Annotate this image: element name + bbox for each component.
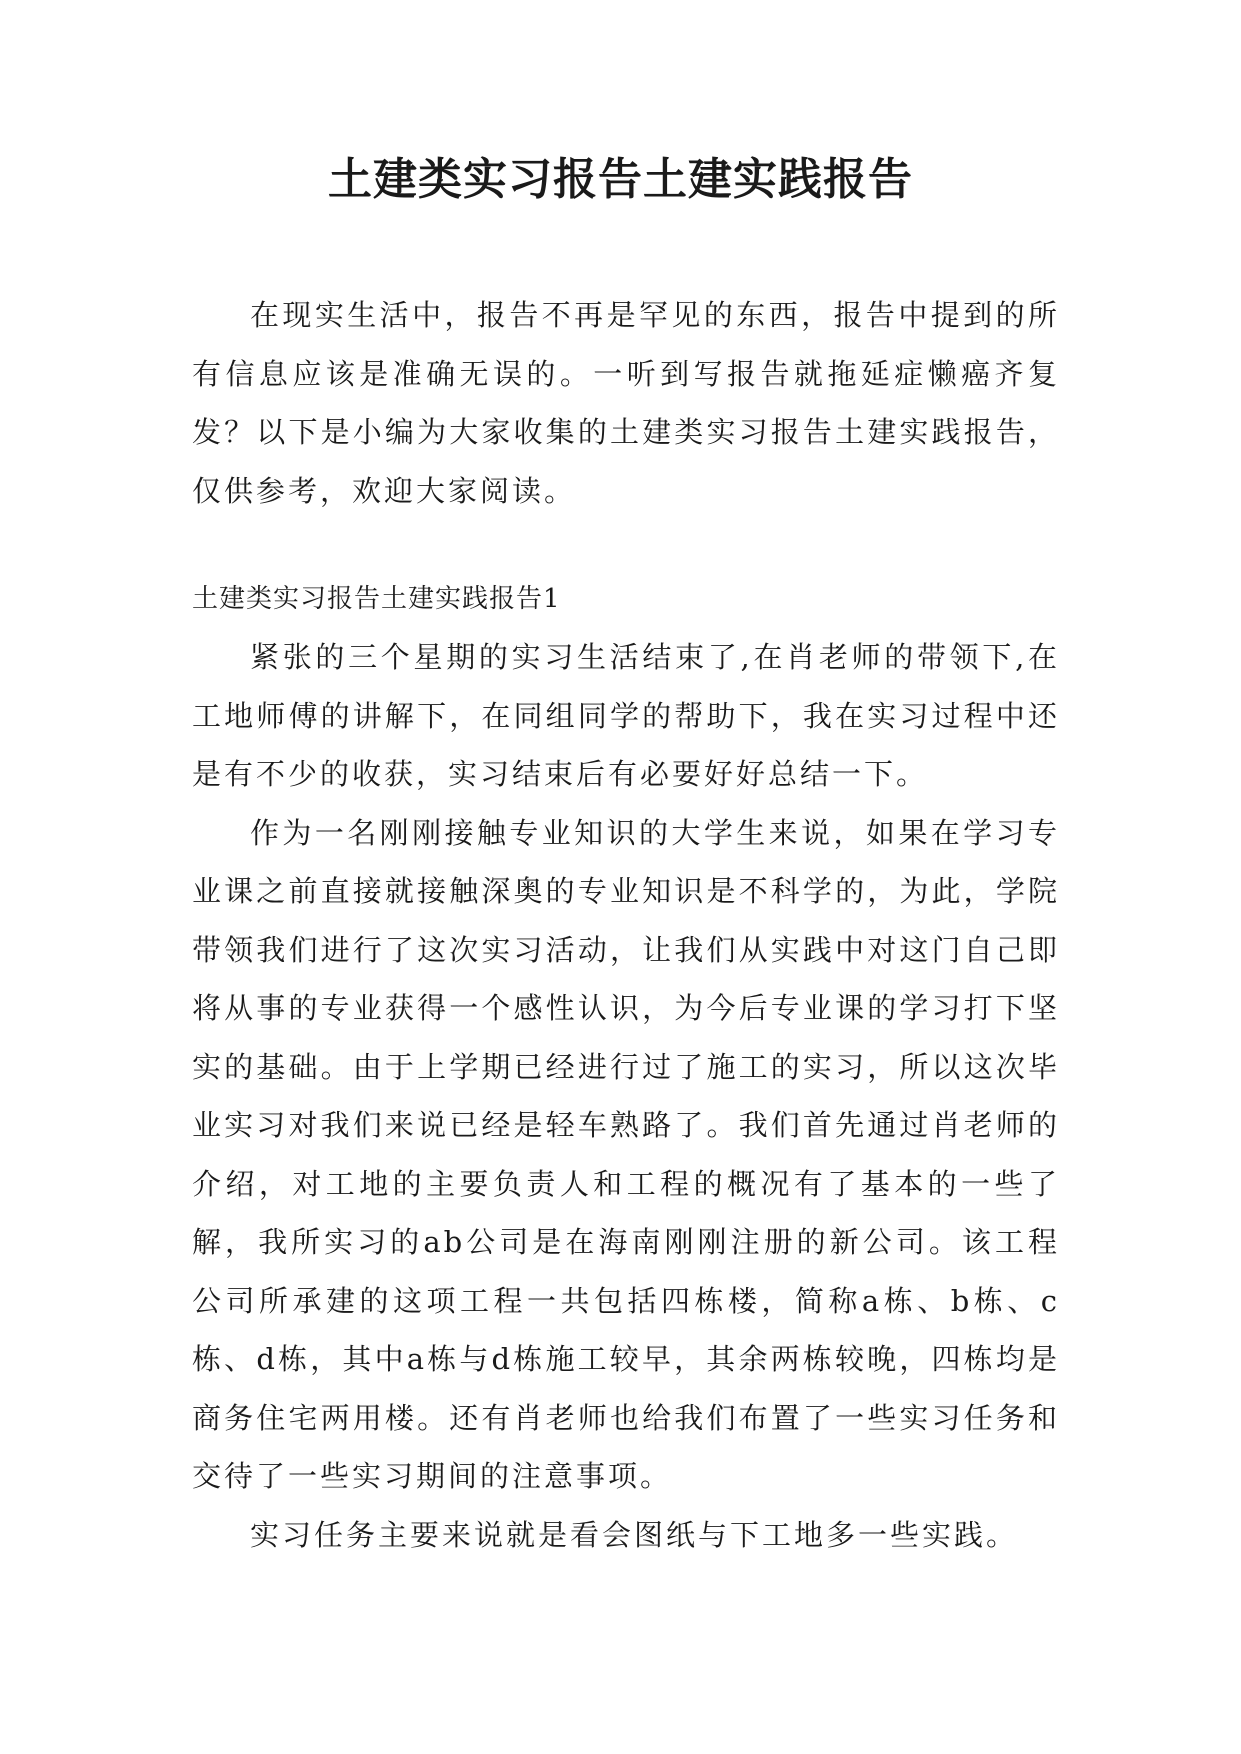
section-heading: 土建类实习报告土建实践报告1 bbox=[192, 584, 561, 614]
intro-paragraph: 在现实生活中，报告不再是罕见的东西，报告中提到的所有信息应该是准确无误的。一听到写报告就拖延症懒癌齐复发？以下是小编为大家收集的土建类实习报告土建实践报告，仅供参考，欢迎大家阅读。 bbox=[192, 298, 1060, 508]
body-paragraph: 作为一名刚刚接触专业知识的大学生来说，如果在学习专业课之前直接就接触深奥的专业知识是不科学的，为此，学院带领我们进行了这次实习活动，让我们从实践中对这门自己即将从事的专业获得一个感性认识，为今后专业课的学习打下坚实的基础。由于上学期已经进行过了施工的实习，所以这次毕业实习对我们来说已经是轻车熟路了。我们首先通过肖老师的介绍，对工地的主要负责人和工程的概况有了基本的一些了解，我所实习的ab公司是在海南刚刚注册的新公司。该工程公司所承建的这项工程一共包括四栋楼，简称a栋、b栋、c栋、d栋，其中a栋与d栋施工较早，其余两栋较晚，四栋均是商务住宅两用楼。还有肖老师也给我们布置了一些实习任务和交待了一些实习期间的注意事项。 bbox=[192, 815, 1060, 1493]
document-title: 土建类实习报告土建实践报告 bbox=[328, 154, 913, 205]
document-body bbox=[192, 286, 1060, 1564]
body-paragraph: 实习任务主要来说就是看会图纸与下工地多一些实践。 bbox=[250, 1517, 1019, 1552]
body-paragraph: 紧张的三个星期的实习生活结束了,在肖老师的带领下,在工地师傅的讲解下，在同组同学的帮助下，我在实习过程中还是有不少的收获，实习结束后有必要好好总结一下。 bbox=[192, 640, 1060, 791]
